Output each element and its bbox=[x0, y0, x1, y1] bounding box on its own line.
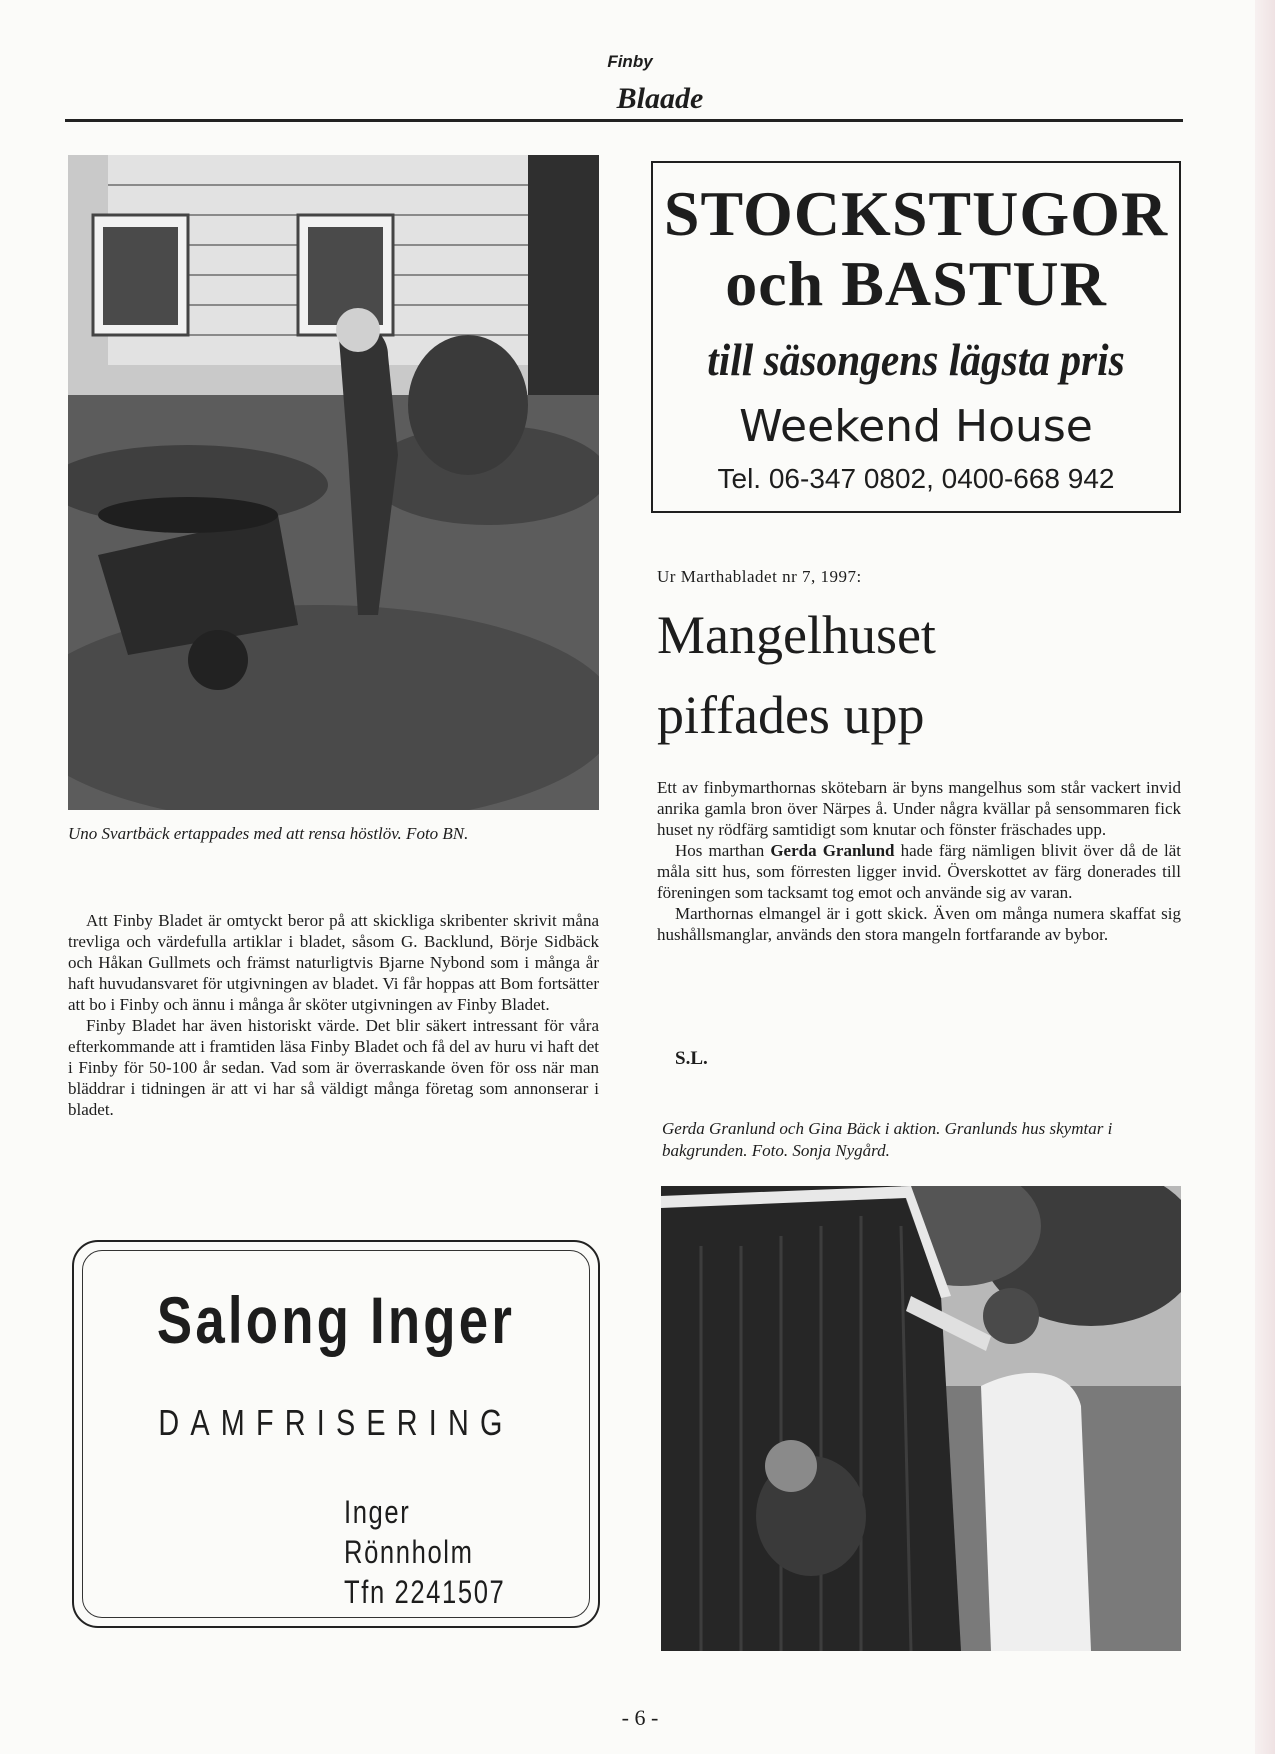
photo-raking-leaves bbox=[68, 155, 599, 810]
article-signature: S.L. bbox=[675, 1048, 708, 1069]
ad-stockstugor bbox=[651, 161, 1181, 513]
photo-caption-right: Gerda Granlund och Gina Bäck i aktion. Granlunds hus skymtar i bakgrunden. Foto. Sonja Nygård. bbox=[662, 1119, 1113, 1160]
masthead-rule bbox=[65, 119, 1183, 122]
right-article-paragraph bbox=[657, 840, 1181, 903]
page-number: - 6 - bbox=[621, 1705, 659, 1730]
ad-salong-contact bbox=[344, 1492, 536, 1612]
ad-stockstugor-brand: Weekend House bbox=[739, 401, 1093, 452]
ad-salong-inger bbox=[72, 1240, 600, 1628]
ad-salong-person: Inger Rönnholm bbox=[344, 1494, 474, 1570]
ad-stockstugor-phone: Tel. 06-347 0802, 0400-668 942 bbox=[717, 463, 1115, 494]
article-headline-line1: Mangelhuset bbox=[657, 605, 936, 665]
photo-raking-leaves-image bbox=[68, 155, 599, 810]
photo-painting-house bbox=[661, 1186, 1181, 1651]
photo-caption-left: Uno Svartbäck ertappades med att rensa höstlöv. Foto BN. bbox=[68, 824, 469, 843]
right-article-p2-name: Gerda Granlund bbox=[770, 841, 895, 860]
article-headline-line2: piffades upp bbox=[657, 685, 925, 745]
right-article-paragraph: Ett av finbymarthornas skötebarn är byns mangelhus som står vackert invid anrika gamla bron över Närpes å. Under några kvällar på sensommaren fick huset ny rödfärg samtidigt som knutar och fönster fräschades upp. bbox=[657, 778, 1181, 839]
article-kicker: Ur Marthabladet nr 7, 1997: bbox=[657, 567, 862, 586]
right-article-paragraph: Marthornas elmangel är i gott skick. Även om många numera skaffat sig hushållsmanglar, används den stora mangeln fortfarande av bybor. bbox=[657, 904, 1181, 944]
right-article bbox=[657, 777, 1181, 945]
ad-salong-subtitle: DAMFRISERING bbox=[158, 1402, 514, 1443]
ad-salong-name: Salong Inger bbox=[156, 1283, 516, 1357]
ad-salong-phone: Tfn 2241507 bbox=[344, 1574, 506, 1610]
page-edge bbox=[1255, 0, 1275, 1754]
article-headline bbox=[657, 595, 936, 755]
left-article-paragraph: Finby Bladet har även historiskt värde. Det blir säkert intressant för våra efterkommande att i framtiden läsa Finby Bladet och få del av huru vi haft det i Finby för 50-100 år sedan. Vad som är överraskande öven för oss när man bläddrar i tidningen är att vi har så väldigt många företag som annonserar i bladet. bbox=[68, 1016, 599, 1119]
left-article-paragraph: Att Finby Bladet är omtyckt beror på att skickliga skribenter skrivit måna trevliga och värdefulla artiklar i bladet, såsom G. Backlund, Börje Sidbäck och Håkan Gullmets och främst naturligtvis Bjarne Nybond som i många år haft huvudansvaret för utgivningen av bladet. Vi får hoppas att Bom fortsätter att bo i Finby och ännu i många år sköter utgivningen av Finby Bladet. bbox=[68, 911, 599, 1014]
right-article-p2-start: Hos marthan bbox=[675, 841, 771, 860]
ad-stockstugor-line1: STOCKSTUGOR bbox=[663, 178, 1169, 249]
right-article-p2-end: hade färg nämligen blivit över då de lät måla sitt hus, som förresten ligger invid. Överskottet av färg donerades till föreningen som tacksamt tog emot och använde sig av varan. bbox=[657, 841, 1181, 902]
ad-stockstugor-line2: och BASTUR bbox=[725, 248, 1107, 319]
left-article bbox=[68, 910, 599, 1120]
ad-stockstugor-tagline: till säsongens lägsta pris bbox=[707, 334, 1125, 385]
masthead-small: Finby bbox=[607, 52, 653, 71]
photo-painting-house-image bbox=[661, 1186, 1181, 1651]
masthead-title: Blaade bbox=[616, 82, 704, 115]
